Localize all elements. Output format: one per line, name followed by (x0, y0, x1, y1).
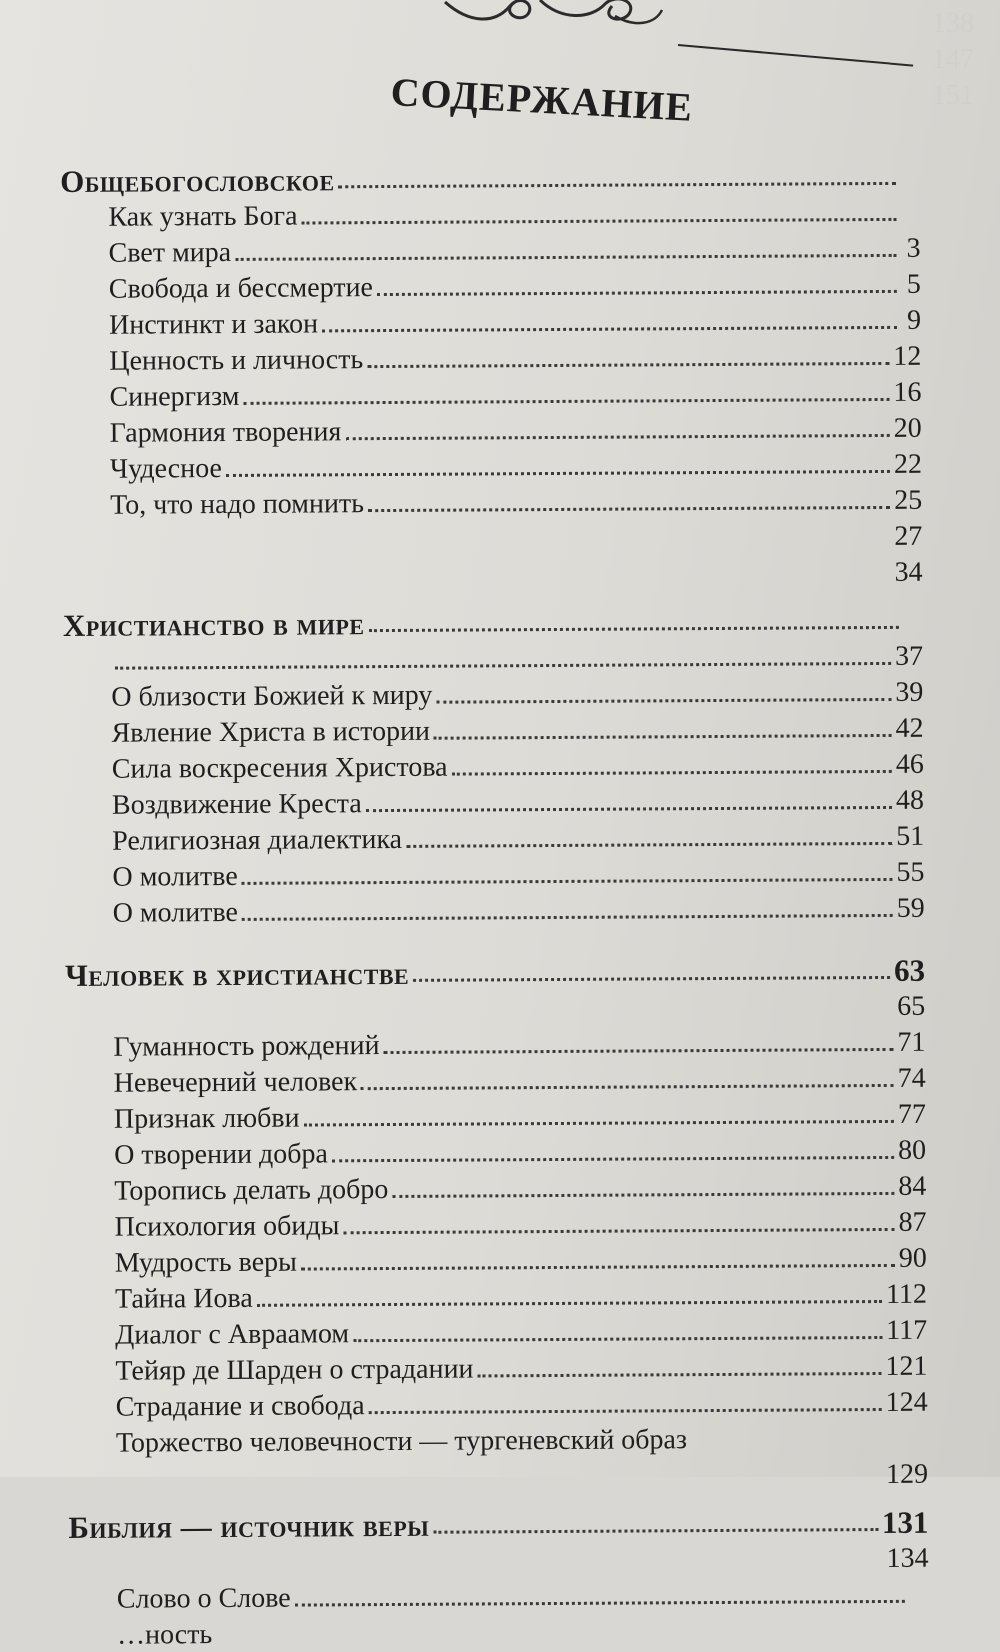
dot-leader (436, 698, 891, 704)
entry-title: Психология обиды (114, 1210, 339, 1243)
page-number: 39 (895, 677, 923, 709)
decorative-flourish (440, 0, 670, 34)
entry-title: Чудесное (110, 453, 222, 486)
dot-leader (366, 806, 892, 812)
dot-leader (367, 362, 889, 368)
toc-entry (62, 481, 922, 522)
toc-section-heading (65, 939, 925, 992)
page-number: 87 (898, 1207, 926, 1239)
entry-title: О молитве (113, 897, 238, 930)
page-number: 34 (895, 557, 923, 589)
page-number: 22 (894, 449, 922, 481)
dot-leader (392, 1192, 894, 1198)
bleed-through-numbers (894, 6, 974, 114)
entry-title: Свобода и бессмертие (109, 272, 373, 306)
page-number: 131 (882, 1507, 929, 1539)
ghost-number: 151 (894, 78, 974, 114)
ghost-number: 147 (894, 42, 974, 78)
page-number: 16 (893, 377, 921, 409)
toc-entry (64, 781, 924, 822)
dot-leader (332, 1156, 894, 1162)
toc-entry (68, 1383, 928, 1424)
toc-entry (61, 301, 921, 342)
entry-title: Гуманность рождений (113, 1030, 379, 1064)
page-number: 37 (895, 641, 923, 673)
toc-entry (63, 673, 923, 714)
dot-leader (301, 1264, 895, 1271)
toc-entry (65, 1023, 925, 1064)
section-title: Человек в христианстве (65, 958, 409, 992)
page-number: 124 (886, 1387, 928, 1419)
page-number: 71 (897, 1027, 925, 1059)
ghost-number: 138 (894, 6, 974, 42)
toc-entry (66, 1131, 926, 1172)
entry-title: Страдание и свобода (116, 1390, 365, 1424)
dot-leader (478, 1372, 882, 1377)
dot-leader (243, 398, 889, 405)
toc-page-continuation (62, 553, 922, 594)
toc-entry (62, 445, 922, 486)
toc-section-heading (63, 589, 923, 642)
dot-leader (242, 878, 893, 885)
dot-leader (235, 254, 896, 261)
page-number: 134 (887, 1543, 929, 1575)
toc-section-heading (60, 145, 920, 198)
entry-title: Тайна Иова (115, 1283, 253, 1316)
toc-entry (61, 265, 921, 306)
page-number: 77 (898, 1099, 926, 1131)
entry-title: Торжество человечности — тургеневский образ (116, 1424, 687, 1459)
entry-title: Воздвижение Креста (112, 788, 362, 822)
entry-title: О молитве (112, 861, 237, 894)
toc-entry (66, 1059, 926, 1100)
page-number: 5 (901, 269, 921, 301)
dot-leader (377, 290, 897, 296)
dot-leader (361, 1084, 894, 1090)
toc-entry (69, 1575, 929, 1616)
toc-entry (68, 1419, 928, 1460)
page-number: 74 (898, 1063, 926, 1095)
page-number: 65 (897, 991, 925, 1023)
entry-title: Признак любви (114, 1103, 300, 1136)
page-number: 80 (898, 1135, 926, 1167)
toc-entry (63, 709, 923, 750)
dot-leader (434, 734, 892, 740)
entry-title: Сила воскресения Христова (112, 752, 448, 786)
toc-entry (67, 1311, 927, 1352)
entry-title: То, что надо помнить (110, 488, 364, 522)
page-number: 20 (894, 413, 922, 445)
dot-leader (304, 1120, 894, 1127)
toc-entry (66, 1203, 926, 1244)
toc-entry (67, 1275, 927, 1316)
entry-title: Синергизм (109, 381, 239, 414)
dot-leader (242, 914, 893, 921)
page-number: 117 (886, 1315, 927, 1347)
entry-title: Религиозная диалектика (112, 824, 402, 858)
page-number: 121 (885, 1351, 927, 1383)
page-number: 12 (893, 341, 921, 373)
page-number: 59 (897, 893, 925, 925)
section-title: Общебогословское (60, 164, 335, 198)
dot-leader (353, 1336, 882, 1342)
section-title: Библия — источник веры (68, 1510, 429, 1544)
toc-entry (64, 745, 924, 786)
dot-leader (368, 506, 890, 512)
entry-title: О творении добра (114, 1138, 328, 1171)
toc-page-continuation (69, 1539, 929, 1580)
toc-entry (67, 1239, 927, 1280)
page-number: 48 (896, 785, 924, 817)
toc-entry (61, 373, 921, 414)
dot-leader (322, 326, 897, 333)
page-number: 42 (895, 713, 923, 745)
toc-entry (61, 337, 921, 378)
dot-leader (406, 842, 892, 848)
dot-leader (413, 976, 890, 982)
page-number: 51 (896, 821, 924, 853)
dot-leader (302, 218, 897, 225)
dot-leader (369, 626, 899, 632)
entry-title: Торопись делать добро (114, 1174, 388, 1208)
page-number: 129 (886, 1459, 928, 1491)
dot-leader (257, 1300, 882, 1307)
toc-section-heading (68, 1491, 928, 1544)
page-title: СОДЕРЖАНИЕ (390, 68, 695, 131)
dot-leader (433, 1528, 878, 1534)
dot-leader (452, 770, 892, 776)
page-number: 9 (901, 305, 921, 337)
toc-entry (63, 637, 923, 678)
entry-title: Инстинкт и закон (109, 308, 318, 341)
dot-leader (295, 1600, 905, 1607)
dot-leader (384, 1048, 894, 1054)
toc-page-continuation (68, 1455, 928, 1496)
toc-entry (66, 1095, 926, 1136)
entry-title: Как узнать Бога (108, 201, 297, 234)
entry-title: Тейяр де Шарден о страдании (115, 1353, 473, 1387)
entry-title: Ценность и личность (109, 344, 363, 378)
page-number: 55 (896, 857, 924, 889)
page-number: 63 (894, 955, 925, 987)
dot-leader (369, 1408, 882, 1414)
toc-page-continuation (65, 987, 925, 1028)
toc-entry (64, 853, 924, 894)
dot-leader (339, 182, 897, 188)
toc-entry (62, 409, 922, 450)
dot-leader (226, 470, 890, 477)
toc-entry (67, 1347, 927, 1388)
toc-entry (65, 889, 925, 930)
dot-leader (345, 434, 889, 440)
page-number: 84 (898, 1171, 926, 1203)
dot-leader (115, 662, 891, 670)
dot-leader (343, 1228, 894, 1234)
section-title: Христианство в мире (63, 608, 365, 642)
toc-entry (66, 1167, 926, 1208)
entry-title: О близости Божией к миру (111, 680, 432, 714)
toc-entry (69, 1611, 929, 1652)
entry-title: Явление Христа в истории (111, 716, 430, 750)
toc-entry (64, 817, 924, 858)
entry-title: Мудрость веры (115, 1247, 297, 1280)
page-number: 25 (894, 485, 922, 517)
toc-page-continuation (62, 517, 922, 558)
page-number: 90 (899, 1243, 927, 1275)
header-rule (678, 44, 913, 67)
table-of-contents (60, 145, 929, 1652)
toc-entry (61, 229, 921, 270)
entry-title: Невечерний человек (114, 1066, 358, 1099)
entry-title: Диалог с Авраамом (115, 1318, 349, 1351)
page-number: 27 (894, 521, 922, 553)
entry-title: Гармония творения (110, 416, 342, 449)
page-number: 46 (896, 749, 924, 781)
entry-title: Свет мира (109, 237, 232, 270)
entry-title: Слово о Слове (117, 1583, 291, 1616)
entry-title: …ность (117, 1619, 212, 1652)
page-number: 3 (901, 233, 921, 265)
toc-entry (60, 193, 920, 234)
page-number: 112 (886, 1279, 927, 1311)
